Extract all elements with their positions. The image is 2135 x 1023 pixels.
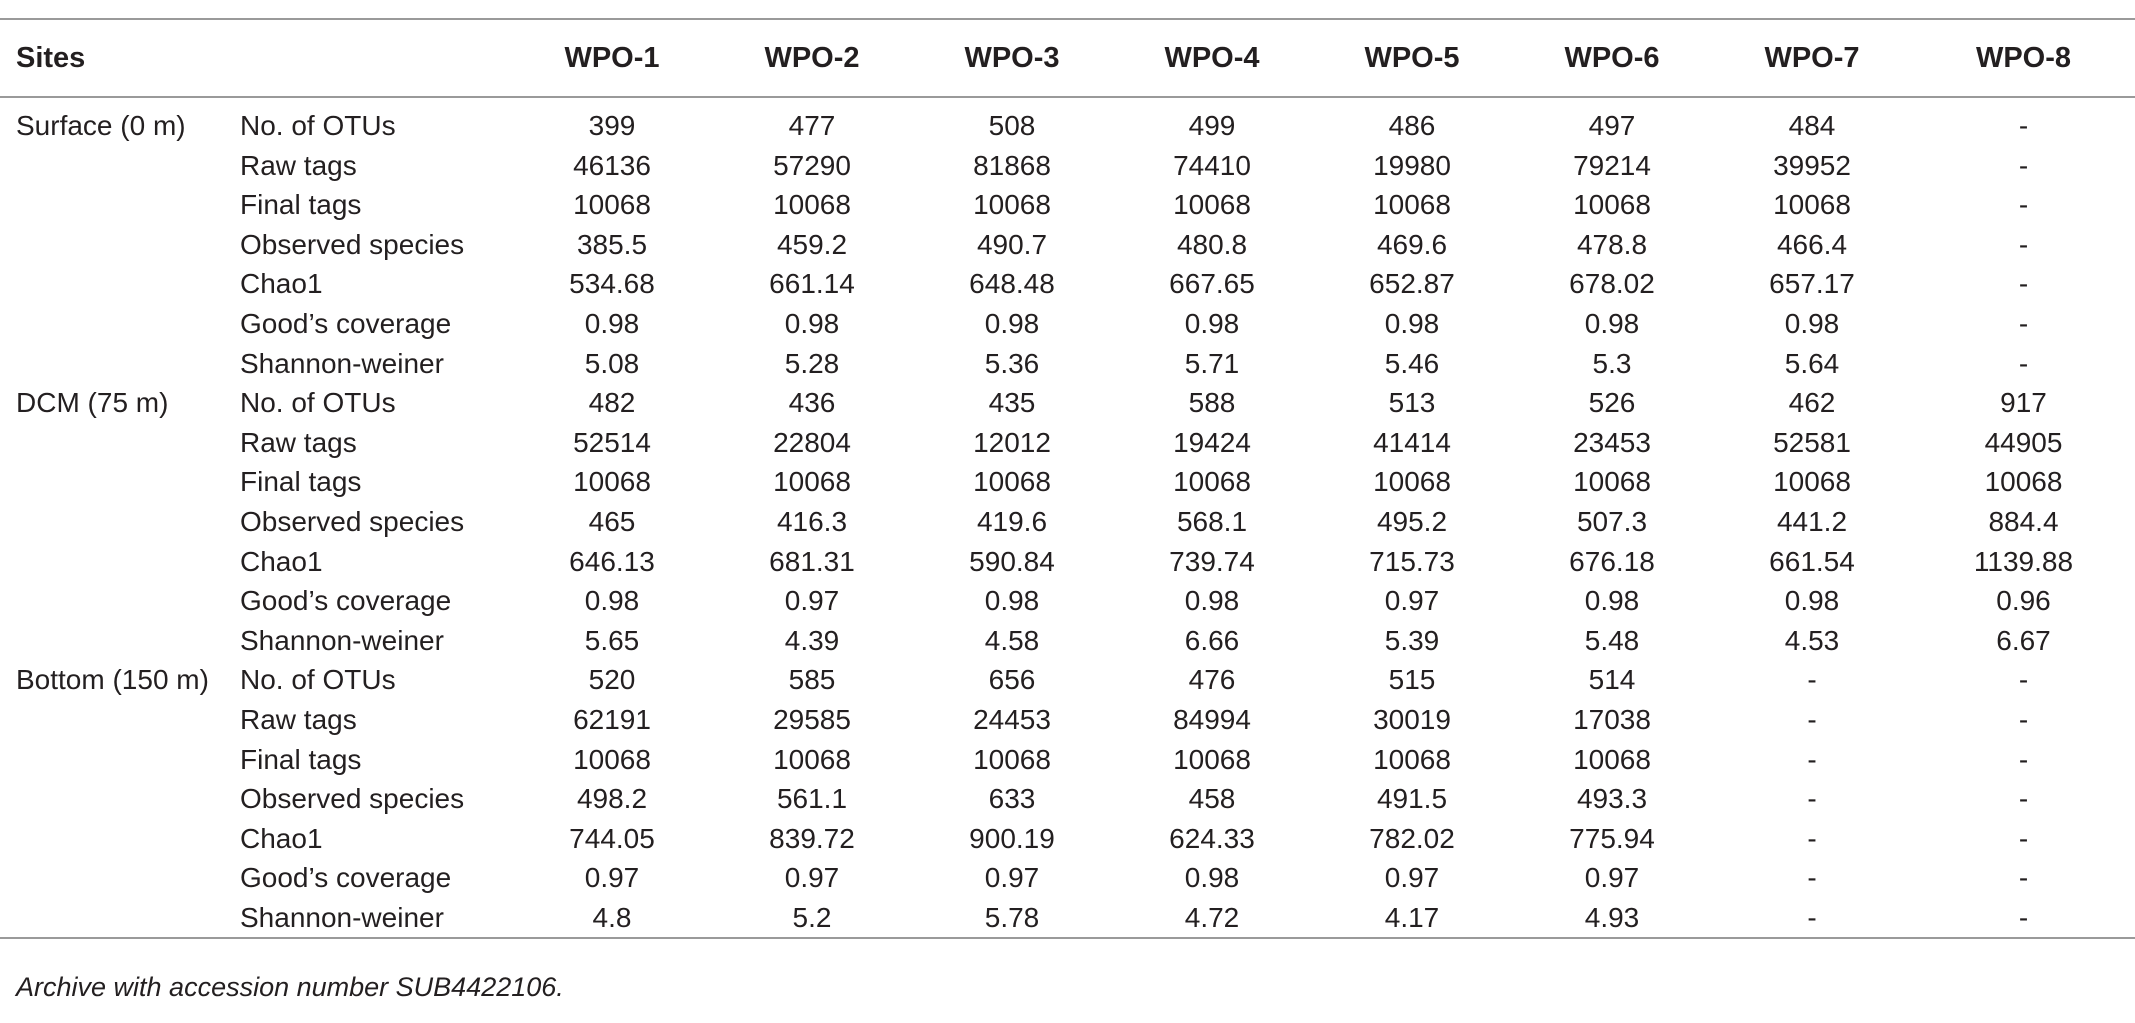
value-cell: 416.3 [776,505,848,537]
site-cell-empty [0,819,236,859]
value-cell: 10068 [1573,743,1651,775]
value-cell: 10068 [573,466,651,498]
value-cell: 715.73 [1369,545,1455,577]
table-row [0,502,2135,542]
value-cell: 10068 [573,743,651,775]
value-cell: 678.02 [1569,268,1655,300]
value-cell: 29585 [773,703,851,735]
table-row [0,146,2135,186]
site-cell-empty [0,700,236,740]
table-body [0,98,2135,937]
site-cell-empty [0,542,236,582]
value-cell: - [2018,783,2029,815]
value-cell: 5.65 [584,624,640,656]
value-cell: 5.08 [584,347,640,379]
value-cell: 46136 [573,149,651,181]
metric-label: Observed species [240,783,465,815]
value-cell: 676.18 [1569,545,1655,577]
value-cell: 10068 [973,466,1051,498]
value-cell: 5.64 [1784,347,1840,379]
value-cell: 19424 [1173,426,1251,458]
value-cell: 52514 [573,426,651,458]
value-cell: 0.98 [984,307,1040,339]
value-cell: - [2018,743,2029,775]
table-row [0,264,2135,304]
value-cell: 657.17 [1769,268,1855,300]
site-cell-empty [0,185,236,225]
site-cell-empty [0,462,236,502]
value-cell: 1139.88 [1973,545,2074,577]
value-cell: 0.97 [784,585,840,617]
table-bottom-rule [0,937,2135,939]
value-cell: 561.1 [776,783,848,815]
site-cell-empty [0,264,236,304]
value-cell: 10068 [1573,466,1651,498]
value-cell: 10068 [1773,189,1851,221]
value-cell: 476 [1188,664,1236,696]
value-cell: - [2018,822,2029,854]
metric-label: No. of OTUs [240,664,396,696]
value-cell: - [2018,901,2029,933]
value-cell: 884.4 [1988,505,2059,537]
value-cell: 568.1 [1176,505,1248,537]
value-cell: 0.97 [784,862,840,894]
value-cell: 419.6 [976,505,1048,537]
value-cell: 10068 [1173,189,1251,221]
table-row [0,621,2135,661]
value-cell: 493.3 [1576,783,1648,815]
table-row [0,581,2135,621]
value-cell: 435 [988,387,1036,419]
metric-label: Chao1 [240,545,323,577]
value-cell: 10068 [1984,466,2063,498]
table-row [0,898,2135,938]
table-row [0,185,2135,225]
value-cell: 526 [1588,387,1636,419]
metric-label: Final tags [240,466,362,498]
value-cell: - [2018,268,2029,300]
value-cell: 52581 [1773,426,1851,458]
value-cell: 585 [788,664,836,696]
table-row [0,740,2135,780]
value-cell: 646.13 [569,545,655,577]
value-cell: 667.65 [1169,268,1255,300]
value-cell: 4.8 [592,901,632,933]
table-row [0,779,2135,819]
table-row [0,98,2135,146]
value-cell: - [1807,862,1817,894]
metric-label: Good’s coverage [240,307,452,339]
header-wpo-1: WPO-1 [564,41,660,74]
value-cell: 917 [2000,387,2047,419]
value-cell: 839.72 [769,822,855,854]
value-cell: - [2018,347,2029,379]
site-cell-empty [0,502,236,542]
value-cell: 10068 [1173,466,1251,498]
value-cell: 22804 [773,426,851,458]
table-row [0,660,2135,700]
value-cell: 499 [1188,110,1236,141]
value-cell: 484 [1788,110,1836,141]
value-cell: 0.97 [584,862,640,894]
header-metric [236,20,512,96]
value-cell: 10068 [1573,189,1651,221]
value-cell: 507.3 [1576,505,1648,537]
value-cell: 10068 [1373,466,1451,498]
value-cell: 462 [1788,387,1836,419]
value-cell: 0.98 [1584,307,1640,339]
value-cell: 10068 [1773,466,1851,498]
metric-label: Shannon-weiner [240,347,444,379]
value-cell: 480.8 [1176,228,1248,260]
value-cell: 0.98 [1584,585,1640,617]
table-row [0,304,2135,344]
value-cell: 652.87 [1369,268,1455,300]
value-cell: 482 [588,387,636,419]
value-cell: - [1807,901,1817,933]
value-cell: 491.5 [1376,783,1448,815]
value-cell: - [1807,664,1817,696]
metric-label: No. of OTUs [240,387,396,419]
site-cell-empty [0,423,236,463]
value-cell: 739.74 [1169,545,1255,577]
value-cell: 441.2 [1776,505,1848,537]
table-row [0,858,2135,898]
value-cell: 0.98 [1784,307,1840,339]
value-cell: 12012 [973,426,1051,458]
value-cell: 0.98 [1784,585,1840,617]
site-cell-empty [0,858,236,898]
value-cell: 497 [1588,110,1636,141]
site-cell-empty [0,581,236,621]
header-wpo-8: WPO-8 [1975,41,2072,74]
value-cell: - [1807,822,1817,854]
value-cell: 661.14 [769,268,855,300]
value-cell: 10068 [1373,743,1451,775]
value-cell: 590.84 [969,545,1055,577]
value-cell: 0.96 [1996,585,2051,617]
value-cell: 661.54 [1769,545,1855,577]
metric-label: Shannon-weiner [240,624,444,656]
value-cell: 10068 [773,743,851,775]
metric-label: Observed species [240,505,465,537]
value-cell: - [2018,703,2029,735]
otu-statistics-table [0,20,2135,937]
site-cell-empty [0,740,236,780]
header-row [0,20,2135,96]
value-cell: 4.58 [984,624,1040,656]
value-cell: 469.6 [1376,228,1448,260]
metric-label: Chao1 [240,822,323,854]
value-cell: 0.98 [1384,307,1440,339]
metric-label: Raw tags [240,703,357,735]
value-cell: 44905 [1984,426,2063,458]
table-row [0,225,2135,265]
value-cell: 508 [988,110,1036,141]
value-cell: 10068 [773,466,851,498]
value-cell: 633 [988,783,1036,815]
metric-label: Observed species [240,228,465,260]
site-cell-empty [0,146,236,186]
metric-label: Final tags [240,189,362,221]
value-cell: - [2018,307,2029,339]
value-cell: 74410 [1173,149,1251,181]
site-cell-empty [0,225,236,265]
value-cell: - [2018,149,2029,181]
table-footnote: Archive with accession number SUB4422106. [16,972,564,1002]
metric-label: No. of OTUs [240,110,396,141]
value-cell: 5.78 [984,901,1040,933]
value-cell: 5.2 [792,901,832,933]
value-cell: 0.98 [1184,862,1240,894]
value-cell: 4.72 [1184,901,1240,933]
value-cell: 490.7 [976,228,1048,260]
value-cell: 534.68 [569,268,655,300]
value-cell: 515 [1388,664,1436,696]
value-cell: 0.97 [1384,585,1440,617]
value-cell: 5.28 [784,347,840,379]
site-cell-empty [0,898,236,938]
data-table-container [0,18,2135,939]
value-cell: 782.02 [1369,822,1455,854]
value-cell: 62191 [573,703,651,735]
value-cell: 0.98 [784,307,840,339]
value-cell: 775.94 [1569,822,1655,854]
metric-label: Shannon-weiner [240,901,444,933]
metric-label: Good’s coverage [240,585,452,617]
value-cell: 498.2 [576,783,648,815]
value-cell: 6.67 [1996,624,2051,656]
value-cell: 624.33 [1169,822,1255,854]
metric-label: Chao1 [240,268,323,300]
site-cell-empty [0,304,236,344]
site-label: Bottom (150 m) [16,664,209,696]
value-cell: 4.93 [1584,901,1640,933]
header-wpo-4: WPO-4 [1164,41,1260,74]
value-cell: 0.97 [1584,862,1640,894]
table-row [0,700,2135,740]
value-cell: 41414 [1373,426,1451,458]
value-cell: 0.97 [984,862,1040,894]
value-cell: 5.71 [1184,347,1240,379]
metric-label: Final tags [240,743,362,775]
value-cell: 465 [588,505,636,537]
value-cell: 4.17 [1384,901,1440,933]
value-cell: 10068 [1173,743,1251,775]
value-cell: - [2018,110,2029,141]
value-cell: 478.8 [1576,228,1648,260]
value-cell: 10068 [973,189,1051,221]
table-row [0,819,2135,859]
value-cell: 466.4 [1776,228,1848,260]
value-cell: 648.48 [969,268,1055,300]
value-cell: 0.98 [584,307,640,339]
value-cell: 10068 [573,189,651,221]
header-wpo-5: WPO-5 [1364,41,1460,74]
value-cell: 681.31 [769,545,855,577]
table-row [0,344,2135,384]
header-wpo-7: WPO-7 [1764,41,1860,74]
value-cell: 520 [588,664,636,696]
value-cell: 477 [788,110,836,141]
value-cell: 0.98 [1184,307,1240,339]
value-cell: 399 [588,110,636,141]
value-cell: - [2018,228,2029,260]
value-cell: 744.05 [569,822,655,854]
value-cell: 24453 [973,703,1051,735]
value-cell: 5.39 [1384,624,1440,656]
value-cell: 39952 [1773,149,1851,181]
value-cell: 459.2 [776,228,848,260]
value-cell: 486 [1388,110,1436,141]
header-wpo-3: WPO-3 [964,41,1060,74]
header-wpo-2: WPO-2 [764,41,860,74]
value-cell: 17038 [1573,703,1651,735]
value-cell: 6.66 [1184,624,1240,656]
site-cell-empty [0,621,236,661]
value-cell: 514 [1588,664,1636,696]
value-cell: 0.98 [584,585,640,617]
value-cell: 81868 [973,149,1051,181]
value-cell: 5.3 [1592,347,1632,379]
value-cell: 0.98 [1184,585,1240,617]
header-wpo-6: WPO-6 [1564,41,1660,74]
value-cell: 5.46 [1384,347,1440,379]
table-row [0,462,2135,502]
value-cell: - [2018,664,2029,696]
value-cell: 5.48 [1584,624,1640,656]
value-cell: 10068 [1373,189,1451,221]
header-sites: Sites [16,41,86,74]
metric-label: Raw tags [240,426,357,458]
site-label: DCM (75 m) [16,387,169,419]
value-cell: 436 [788,387,836,419]
value-cell: 19980 [1373,149,1451,181]
value-cell: 0.97 [1384,862,1440,894]
value-cell: - [1807,703,1817,735]
value-cell: - [2018,862,2029,894]
metric-label: Good’s coverage [240,862,452,894]
value-cell: 23453 [1573,426,1651,458]
value-cell: - [1807,743,1817,775]
value-cell: 4.53 [1784,624,1840,656]
table-row [0,542,2135,582]
value-cell: 0.98 [984,585,1040,617]
value-cell: 385.5 [576,228,648,260]
value-cell: 513 [1388,387,1436,419]
table-row [0,383,2135,423]
value-cell: 10068 [973,743,1051,775]
value-cell: 30019 [1373,703,1451,735]
value-cell: 57290 [773,149,851,181]
value-cell: - [1807,783,1817,815]
table-row [0,423,2135,463]
value-cell: 458 [1188,783,1236,815]
value-cell: - [2018,189,2029,221]
site-label: Surface (0 m) [16,110,186,141]
value-cell: 495.2 [1376,505,1448,537]
site-cell-empty [0,779,236,819]
value-cell: 588 [1188,387,1236,419]
value-cell: 900.19 [969,822,1055,854]
value-cell: 79214 [1573,149,1651,181]
site-cell-empty [0,344,236,384]
value-cell: 84994 [1173,703,1251,735]
metric-label: Raw tags [240,149,357,181]
value-cell: 656 [988,664,1036,696]
value-cell: 4.39 [784,624,840,656]
value-cell: 10068 [773,189,851,221]
value-cell: 5.36 [984,347,1040,379]
